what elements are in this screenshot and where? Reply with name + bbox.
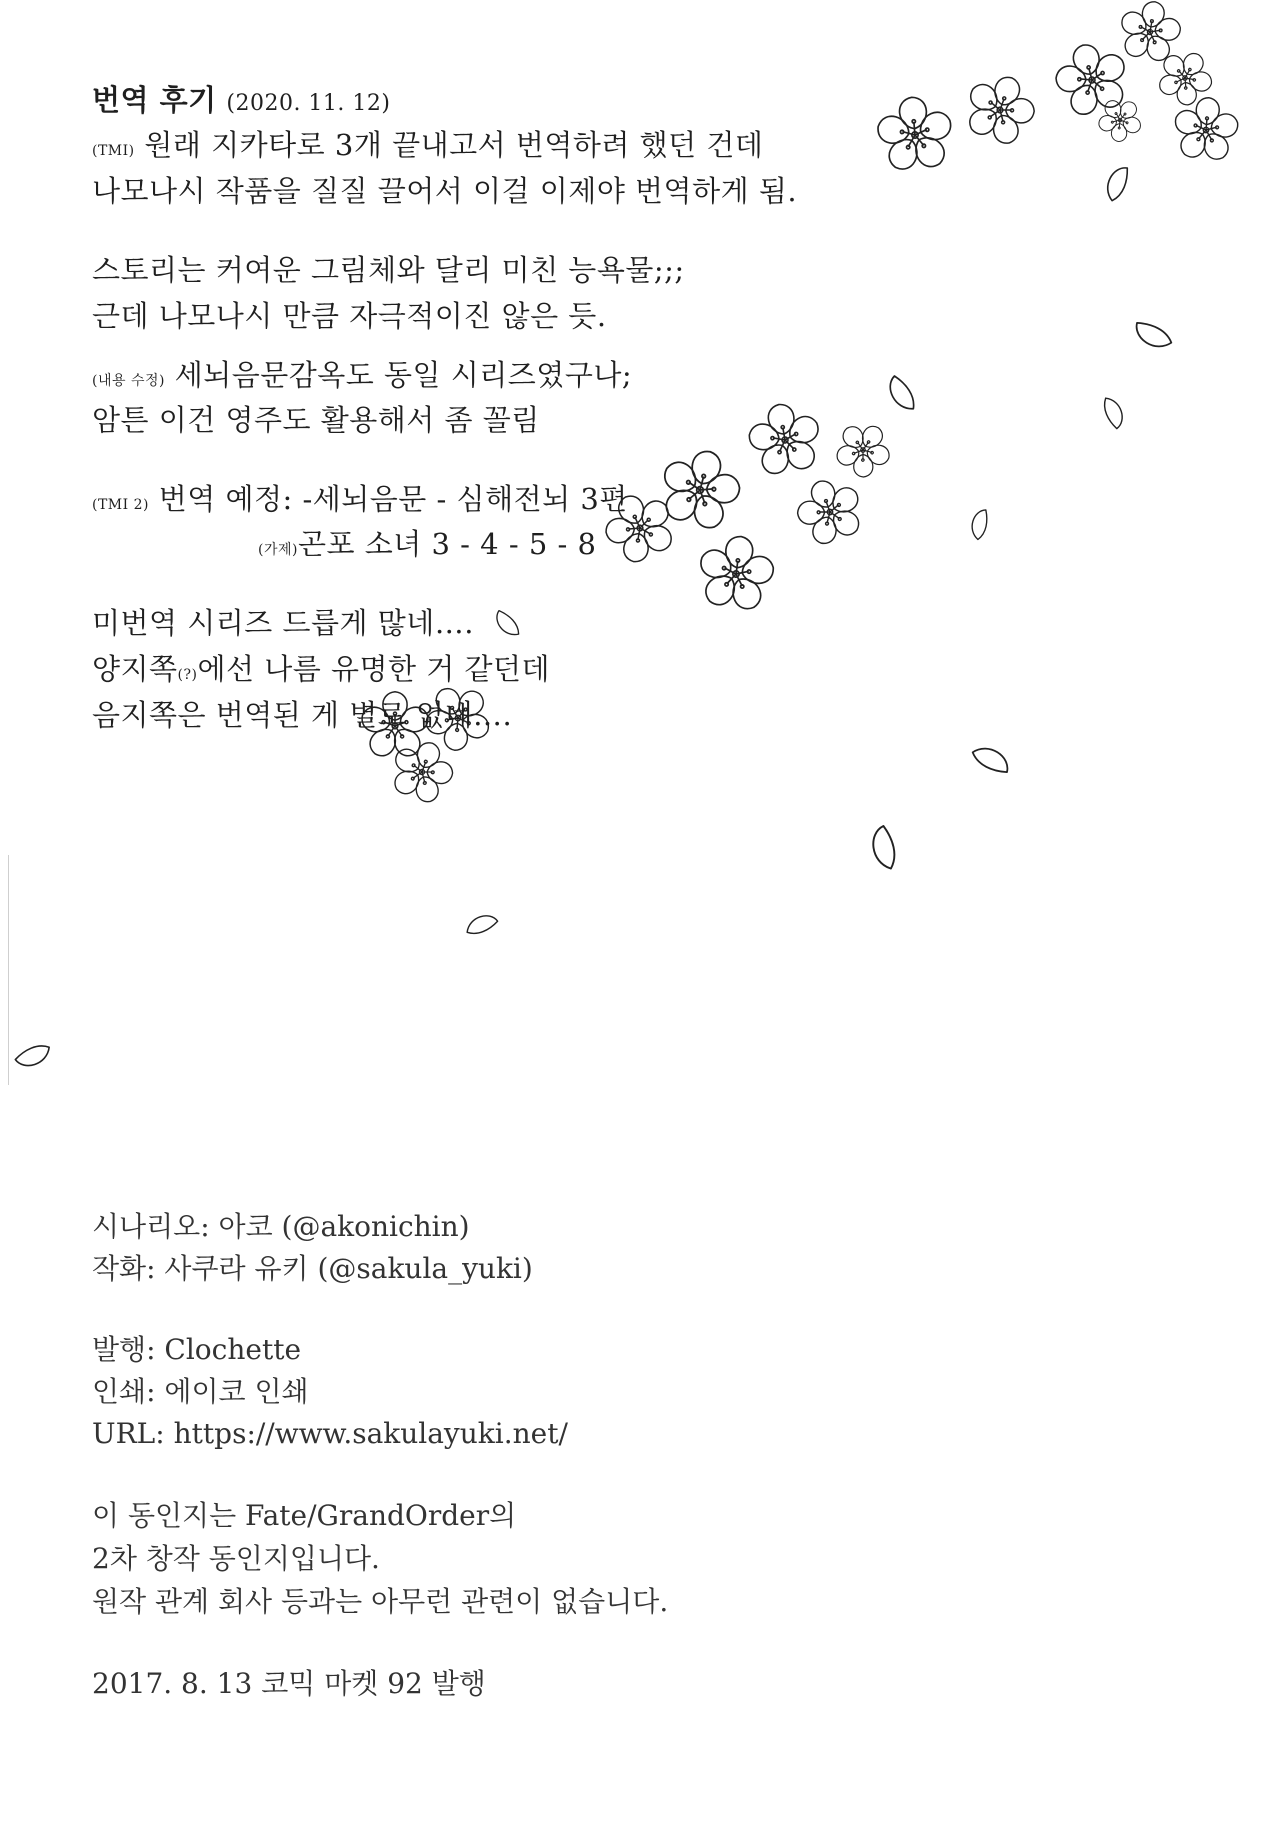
story-line-2: 근데 나모나시 만큼 자극적이진 않은 듯.	[92, 299, 607, 333]
edit-text-1: 세뇌음문감옥도 동일 시리즈였구나;	[174, 358, 633, 392]
credit-printer: 인쇄: 에이코 인쇄	[92, 1375, 309, 1408]
credit-publisher: 발행: Clochette	[92, 1333, 302, 1366]
afterword-date: (2020. 11. 12)	[226, 91, 391, 116]
tmi-tag: (TMI)	[92, 143, 135, 159]
notice-line-2: 2차 창작 동인지입니다.	[92, 1542, 380, 1575]
flower-cluster-small	[359, 673, 505, 813]
credit-scenario: 시나리오: 아코 (@akonichin)	[92, 1210, 470, 1243]
plan-tag: (TMI 2)	[92, 497, 149, 513]
story-line-1: 스토리는 커여운 그림체와 달리 미친 능욕물;;;	[92, 253, 685, 287]
plan-text-2: 곤포 소녀 3 - 4 - 5 - 8	[297, 527, 597, 561]
series-line-1: 미번역 시리즈 드릅게 많네….	[92, 606, 475, 640]
plan-line-1	[92, 482, 628, 516]
series-text-2a: 양지쪽	[92, 652, 178, 686]
flower-cluster-top-right	[872, 0, 1243, 177]
series-line-3: 음지쪽은 번역된 게 별로 없네….	[92, 698, 513, 732]
edit-tag: (내용 수정)	[92, 373, 165, 389]
plan-line-2	[258, 527, 597, 561]
edit-line-1	[92, 358, 633, 392]
edit-line-2: 암튼 이건 영주도 활용해서 좀 꼴림	[92, 403, 540, 437]
notice-line-3: 원작 관계 회사 등과는 아무런 관련이 없습니다.	[92, 1585, 669, 1618]
plan-sub-tag: (가제)	[258, 542, 298, 558]
tmi-line-2: 나모나시 작품을 질질 끌어서 이걸 이제야 번역하게 됨.	[92, 174, 798, 208]
afterword-title: 번역 후기	[92, 83, 217, 117]
flower-cluster-middle	[593, 398, 902, 618]
afterword-title-line	[92, 83, 391, 117]
series-line-2	[92, 652, 551, 686]
credit-art: 작화: 사쿠라 유키 (@sakula_yuki)	[92, 1252, 533, 1285]
tmi-line-1	[92, 128, 764, 162]
notice-line-1: 이 동인지는 Fate/GrandOrder의	[92, 1499, 517, 1532]
series-tag: (?)	[177, 667, 198, 683]
page-edge-line	[8, 855, 9, 1085]
series-text-2b: 에선 나름 유명한 거 같던데	[197, 652, 551, 686]
publication-date: 2017. 8. 13 코믹 마켓 92 발행	[92, 1667, 486, 1700]
tmi-text-1: 원래 지카타로 3개 끝내고서 번역하려 했던 건데	[144, 128, 764, 162]
credit-url: URL: https://www.sakulayuki.net/	[92, 1417, 568, 1450]
plan-text-1: 번역 예정: -세뇌음문 - 심해전뇌 3편	[158, 482, 628, 516]
